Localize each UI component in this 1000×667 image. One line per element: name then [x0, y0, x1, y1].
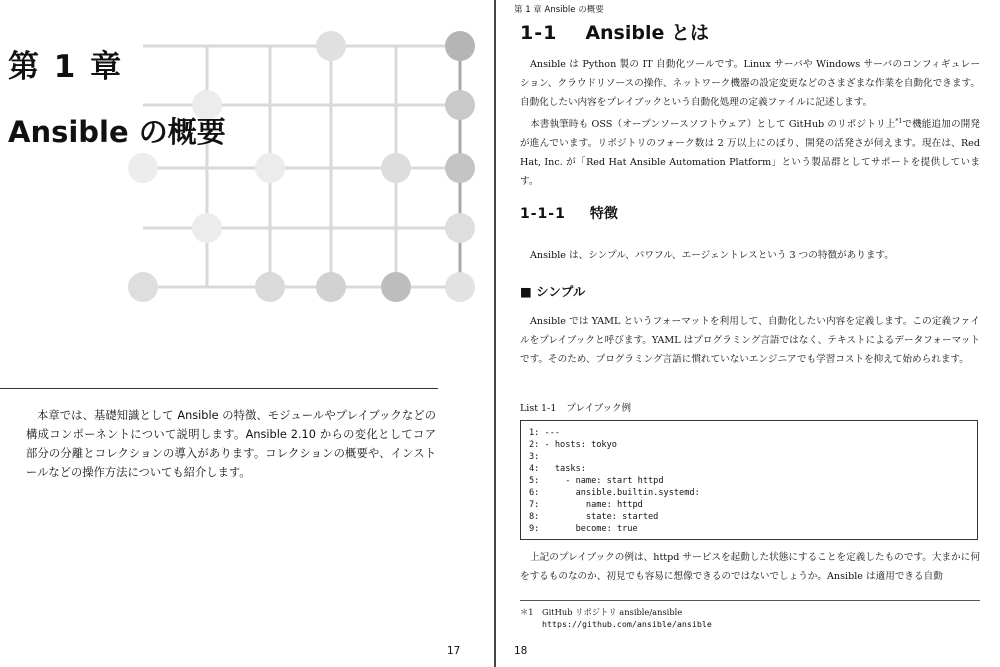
section-number: 1-1: [520, 22, 558, 44]
decoration-dot: [316, 272, 346, 302]
right-page: [498, 0, 1000, 667]
code-line: 9: become: true: [529, 524, 638, 534]
decoration-dot: [445, 153, 475, 183]
paragraph-oss-part1: 本書執筆時も OSS（オープンソースソフトウェア）として GitHub のリポジトリ上: [530, 119, 896, 131]
section-heading: [520, 24, 709, 43]
footnote-url: https://github.com/ansible/ansible: [542, 619, 712, 629]
chapter-divider: [0, 388, 438, 389]
subsection-title: 特徴: [589, 206, 618, 222]
decoration-dot: [255, 153, 285, 183]
footnote-divider: [520, 600, 980, 601]
decoration-dot: [255, 272, 285, 302]
page-number-left: 17: [447, 645, 461, 657]
decoration-dot: [381, 153, 411, 183]
listing-caption: [520, 400, 631, 414]
code-line: 3:: [529, 452, 540, 462]
code-line: 4: tasks:: [529, 464, 586, 474]
paragraph-features: Ansible は、シンプル、パワフル、エージェントレスという 3 つの特徴があります。: [530, 250, 894, 261]
code-line: 1: ---: [529, 428, 561, 438]
footnote: [520, 606, 712, 630]
running-head: 第 1 章 Ansible の概要: [514, 5, 604, 15]
chapter-decoration: [0, 0, 496, 320]
book-spine: [494, 0, 496, 667]
subsection-number: 1-1-1: [520, 206, 566, 222]
decoration-dot: [445, 90, 475, 120]
section-title: Ansible とは: [585, 22, 709, 44]
paragraph-oss: [520, 112, 980, 191]
paragraph-oss-part2: で機能追加の開発が進んでいます。リポジトリのフォーク数は 2 万以上にのぼり、開発の活発さが伺えます。現在は、Red Hat, Inc. が「Red Hat Ansible Automation Platform」という製品群としてサポートを提供しています。: [520, 119, 981, 188]
code-line: 6: ansible.builtin.systemd:: [529, 488, 700, 498]
chapter-intro: 本章では、基礎知識として Ansible の特徴、モジュールやプレイブックなどの構成コンポーネントについて説明します。Ansible 2.10 からの変化としてコア部分の分離とコレクションの導入があります。コレクションの概要や、インストールなどの操作方法についても紹介します。: [26, 409, 436, 479]
left-page: [0, 0, 496, 667]
code-line: 7: name: httpd: [529, 500, 643, 510]
decoration-dot: [381, 272, 411, 302]
decoration-dot: [128, 153, 158, 183]
subsection-heading: [520, 207, 618, 221]
decoration-dot: [445, 272, 475, 302]
code-listing: [520, 420, 978, 540]
code-line: 2: - hosts: tokyo: [529, 440, 617, 450]
decoration-dot: [192, 213, 222, 243]
decoration-dot: [316, 31, 346, 61]
chapter-number: 第 1 章: [8, 49, 124, 85]
paragraph-playbook-explanation: 上記のプレイブックの例は、httpd サービスを起動した状態にすることを定義したものです。大まかに何をするものなのか、初見でも容易に想像できるのではないでしょうか。Ansible は適用できる自動: [520, 552, 980, 582]
decoration-grid-lines: [143, 46, 460, 287]
chapter-title: Ansible の概要: [8, 115, 226, 149]
footnote-reference: *1: [895, 118, 903, 125]
decoration-dot: [445, 31, 475, 61]
code-line: 8: state: started: [529, 512, 659, 522]
listing-number: List 1-1: [520, 403, 557, 414]
footnote-mark: ＊1: [520, 607, 534, 617]
page-number-right: 18: [514, 645, 528, 657]
paragraph-intro: Ansible は Python 製の IT 自動化ツールです。Linux サーバや Windows サーバのコンフィギュレーション、クラウドリソースの操作、ネットワーク機器の設定変更などのさまざまな作業を自動化できます。自動化したい内容をプレイブックという自動化処理の定義ファイルに記述します。: [520, 59, 980, 108]
listing-title: プレイブック例: [566, 403, 632, 414]
minor-heading-simple: ■ シンプル: [520, 284, 586, 299]
footnote-text: GitHub リポジトリ ansible/ansible: [542, 607, 683, 617]
code-line: 5: - name: start httpd: [529, 476, 664, 486]
decoration-dot: [445, 213, 475, 243]
decoration-dot: [128, 272, 158, 302]
paragraph-simple: Ansible では YAML というフォーマットを利用して、自動化したい内容を定義します。この定義ファイルをプレイブックと呼びます。YAML はプログラミング言語ではなく、テキストによるデータフォーマットです。そのため、プログラミング言語に慣れていないエンジニアでも学習コストを抑えて始められます。: [520, 316, 980, 365]
